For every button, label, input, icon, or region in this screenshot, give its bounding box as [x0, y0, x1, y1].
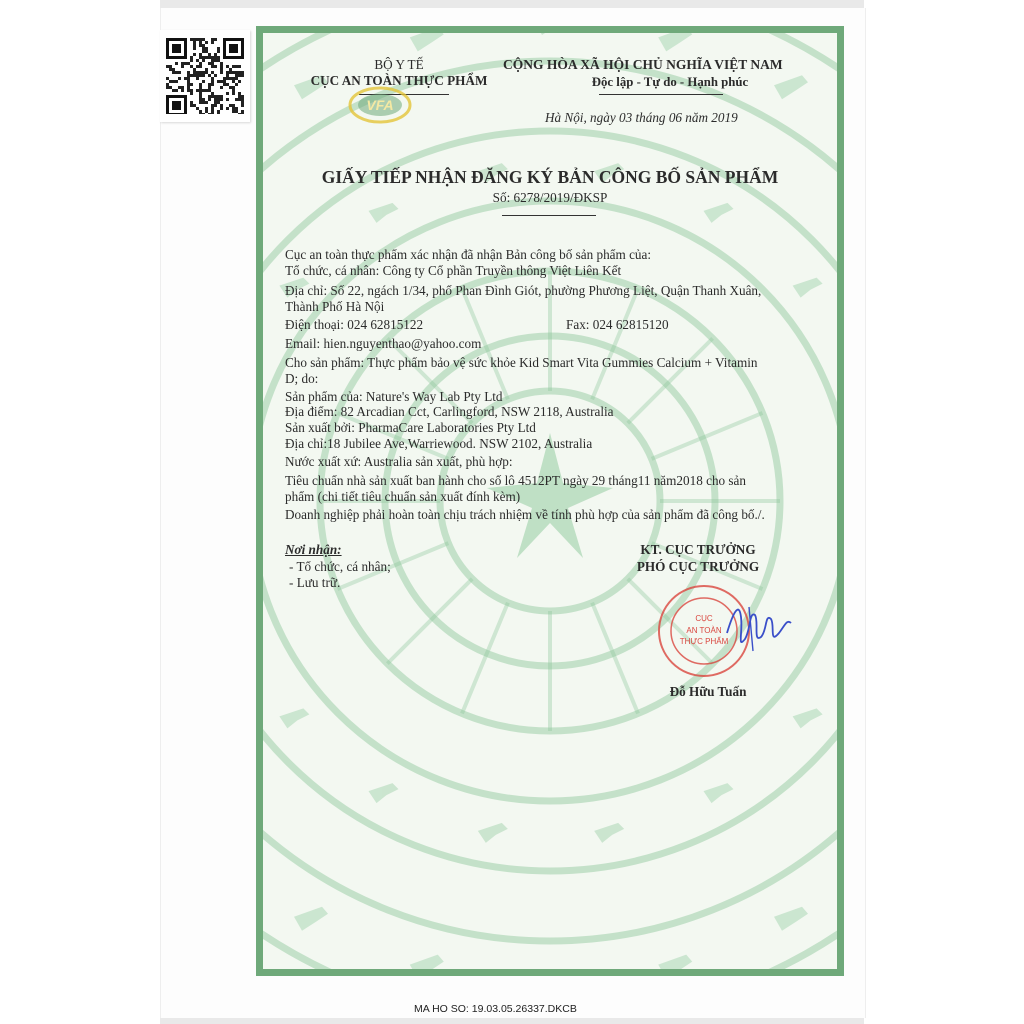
title-underline: [502, 215, 596, 216]
motto-underline: [599, 94, 723, 95]
bottom-strip: [160, 1018, 864, 1024]
certificate: [256, 26, 844, 976]
body-manufacturer-address: Địa chỉ:18 Jubilee Ave,Warriewood. NSW 2102, Australia: [285, 436, 593, 451]
body-phone: Điện thoại: 024 62815122: [285, 317, 424, 332]
republic-name: CỘNG HÒA XÃ HỘI CHỦ NGHĨA VIỆT NAM: [503, 57, 783, 72]
motto: Độc lập - Tự do - Hạnh phúc: [591, 75, 749, 89]
body-intro: Cục an toàn thực phẩm xác nhận đã nhận Bản công bố sản phẩm của:: [285, 247, 652, 262]
body-fax: Fax: 024 62815120: [566, 317, 669, 332]
record-code: MA HO SO: 19.03.05.26337.DKCB: [414, 1003, 577, 1015]
body-owner: Sản phẩm của: Nature's Way Lab Pty Ltd: [285, 389, 503, 404]
body-responsibility: Doanh nghiệp phải hoàn toàn chịu trách nhiệm về tính phù hợp của sản phẩm đã công bố./.: [285, 507, 765, 522]
body-address-1: Địa chỉ: Số 22, ngách 1/34, phố Phan Đình Giót, phường Phương Liệt, Quận Thanh Xuân,: [285, 283, 762, 298]
body-address-2: Thành Phố Hà Nội: [285, 299, 385, 314]
stamp-text-line: CỤC: [695, 614, 713, 623]
top-strip: [160, 0, 864, 8]
recipient-item: - Tổ chức, cá nhân;: [289, 559, 391, 574]
stamp-text-line: THỰC PHẨM: [679, 637, 729, 646]
body-manufacturer: Sản xuất bởi: PharmaCare Laboratories Pty Ltd: [285, 420, 536, 435]
document-title: GIẤY TIẾP NHẬN ĐĂNG KÝ BẢN CÔNG BỐ SẢN PHẨM: [321, 167, 779, 187]
body-standard-1: Tiêu chuẩn nhà sản xuất ban hành cho số lô 4512PT ngày 29 tháng11 năm2018 cho sản: [285, 473, 747, 488]
body-origin: Nước xuất xứ: Australia sản xuất, phù hợp:: [285, 454, 513, 469]
body-owner-address: Địa điểm: 82 Arcadian Cct, Carlingford, NSW 2118, Australia: [285, 404, 614, 419]
signature-title-2: PHÓ CỤC TRƯỞNG: [636, 559, 760, 574]
body-email: Email: hien.nguyenthao@yahoo.com: [285, 336, 482, 351]
document-number: Số: 6278/2019/ĐKSP: [492, 190, 608, 205]
body-standard-2: phẩm (chi tiết tiêu chuẩn sản xuất đính kèm): [285, 489, 521, 504]
ministry-name: BỘ Y TẾ: [374, 57, 424, 72]
vfa-logo: [345, 83, 415, 130]
handwritten-signature: [719, 593, 799, 668]
body-product-1: Cho sản phẩm: Thực phẩm bảo vệ sức khỏe Kid Smart Vita Gummies Calcium + Vitamin: [285, 355, 758, 370]
qr-code: [160, 30, 250, 122]
body-product-2: D; do:: [285, 371, 319, 386]
signer-name: Đỗ Hữu Tuấn: [669, 684, 747, 699]
body-organization: Tổ chức, cá nhân: Công ty Cổ phần Truyền thông Việt Liên Kết: [285, 263, 622, 278]
recipients-heading: Nơi nhận:: [285, 542, 342, 557]
issue-date: Hà Nội, ngày 03 tháng 06 năm 2019: [545, 110, 738, 125]
recipient-item: - Lưu trữ.: [289, 575, 341, 590]
vfa-logo-text: VFA: [366, 97, 394, 113]
signature-title-1: KT. CỤC TRƯỞNG: [640, 542, 756, 557]
stamp-text-line: AN TOÀN: [686, 626, 722, 635]
agency-name: CỤC AN TOÀN THỰC PHẨM: [310, 73, 488, 88]
